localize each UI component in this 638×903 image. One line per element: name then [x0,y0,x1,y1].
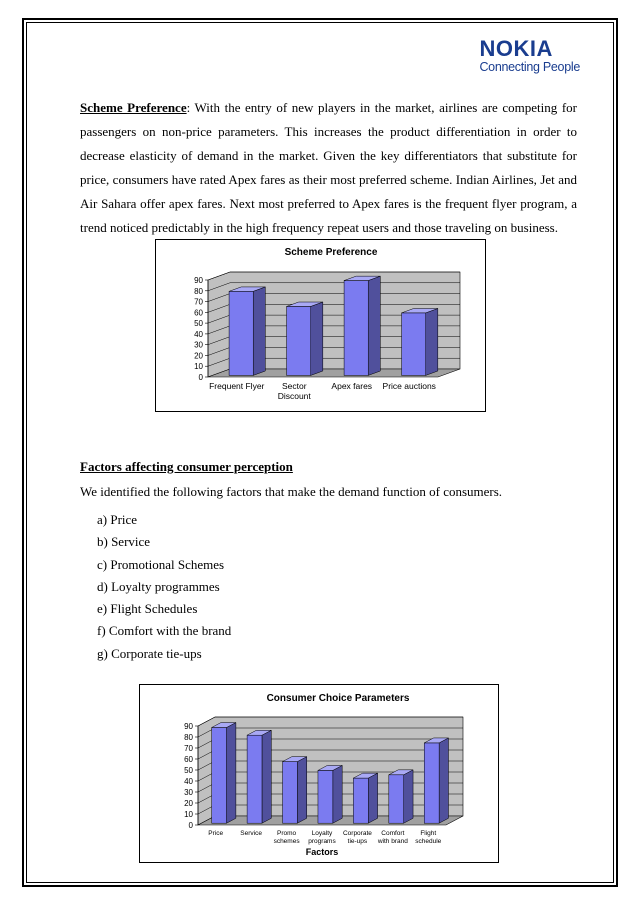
x-tick-label: Apex fares [331,381,373,391]
y-tick-label: 20 [184,799,193,808]
x-tick-label: Service [240,830,262,837]
bar [283,762,298,824]
consumer-choice-chart [140,685,498,862]
bar-side [368,773,377,823]
y-tick-label: 50 [184,766,193,775]
bar-side [227,723,236,824]
bar-side [368,276,380,375]
x-tick-label: Frequent Flyer [209,381,265,391]
y-tick-label: 20 [194,351,203,361]
x-tick-label: Loyalty programs [308,830,336,845]
bar [389,775,404,823]
list-item: f) Comfort with the brand [97,623,232,639]
x-tick-label: Price [208,830,224,837]
y-tick-label: 70 [184,744,193,753]
x-tick-label: Corporate tie-ups [342,830,372,845]
y-tick-label: 50 [194,319,203,329]
factors-list [97,509,231,665]
scheme-preference-paragraph [80,96,577,240]
y-tick-label: 10 [184,810,193,819]
list-item: d) Loyalty programmes [97,578,220,594]
list-item: b) Service [97,534,151,550]
factors-heading: Factors affecting consumer perception [80,459,293,474]
scheme-preference-heading: Scheme Preference [80,100,187,115]
nokia-logo [479,38,580,74]
y-tick-label: 80 [194,286,203,296]
list-item: g) Corporate tie-ups [97,645,202,661]
x-tick-label: Promo schemes [273,830,300,845]
bar-side [297,757,306,824]
chart-title: Scheme Preference [284,247,378,258]
list-item: c) Promotional Schemes [97,556,225,572]
x-axis-label: Factors [305,847,339,857]
x-tick-label: Price auctions [382,381,436,391]
y-tick-label: 90 [194,276,203,285]
y-tick-label: 60 [184,755,193,764]
y-tick-label: 10 [194,362,203,372]
bar-side [426,308,438,375]
list-item: e) Flight Schedules [97,601,198,617]
chart-title: Consumer Choice Parameters [266,693,410,704]
y-tick-label: 70 [194,297,203,307]
bar [344,281,368,376]
scheme-preference-chart [156,240,485,411]
bar [353,778,368,823]
bar-side [333,765,342,823]
bar [287,306,311,375]
y-tick-label: 0 [198,373,203,382]
scheme-preference-body: : With the entry of new players in the market, airlines are competing for passengers on non-price parameters. This increases the product differentiation in order to decrease elasticity of demand in the market. Given the key differentiators that substitute for price, consumers have rated Apex fares as their most preferred scheme. Indian Airlines, Jet and Air Sahara offer apex fares. Next most preferred to Apex fares is the frequent flyer program, a trend noticed predictably in the high frequency repeat users and those traveling on business. [80,100,577,235]
y-tick-label: 40 [194,329,203,339]
y-tick-label: 0 [188,821,193,830]
logo-tagline: Connecting People [479,60,580,74]
bar [229,291,253,375]
factors-intro: We identified the following factors that make the demand function of consumers. [80,484,503,499]
consumer-choice-chart-box [139,684,499,863]
bar [212,728,227,824]
y-tick-label: 40 [184,777,193,786]
x-tick-label: Sector Discount [277,381,311,401]
bar-side [404,770,413,823]
list-item: a) Price [97,512,138,527]
logo-brand: NOKIA [479,36,553,61]
y-tick-label: 80 [184,733,193,742]
bar-side [439,738,448,823]
bar-side [262,730,271,823]
bar [424,743,439,823]
x-tick-label: Comfort with brand [377,830,408,845]
y-tick-label: 30 [194,340,203,350]
y-tick-label: 90 [184,722,193,731]
scheme-preference-chart-box [155,239,486,412]
bar [318,770,333,823]
bar-side [311,302,323,375]
y-tick-label: 60 [194,308,203,318]
bar [247,735,262,823]
bar [402,313,426,376]
bar-side [253,287,265,375]
x-tick-label: Flight schedule [415,830,442,845]
y-tick-label: 30 [184,788,193,797]
